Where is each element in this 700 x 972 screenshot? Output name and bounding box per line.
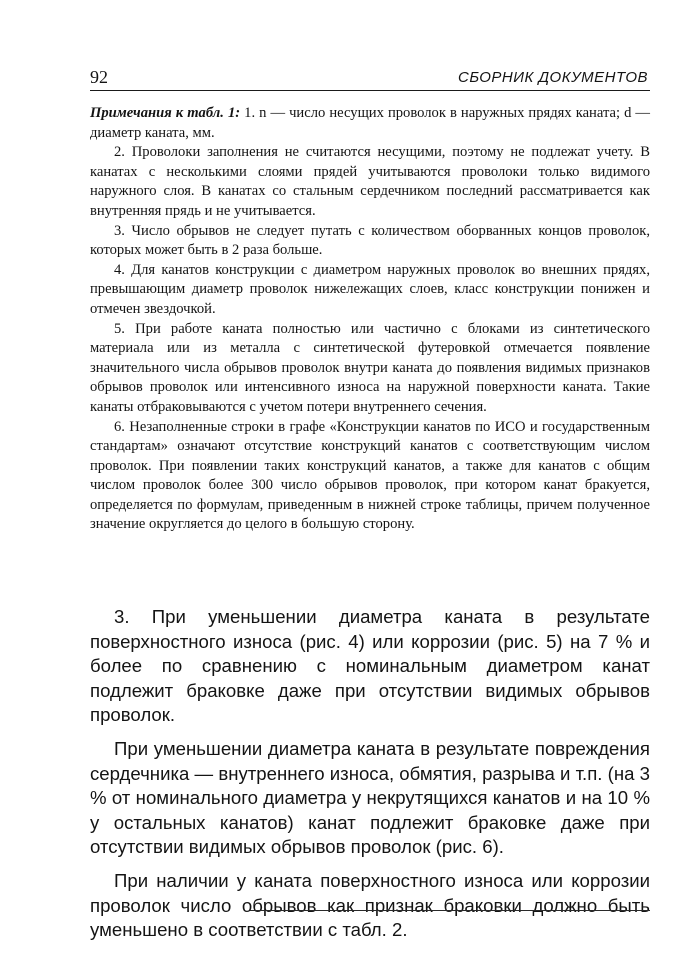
notes-label: Примечания к табл. 1: <box>90 105 241 121</box>
note-item: 6. Незаполненные строки в графе «Конструкции канатов по ИСО и государственным стандартам» означают отсутствие конструкций канатов с соответствующим числом проволок. При появлении таких конструкций канатов, а также для канатов с общим числом проволок более 300 число обрывов проволок, при котором канат бракуется, определяется по формулам, приведенным в нижней строке таблицы, причем полученное значение округляется до целого в большую сторону. <box>90 418 650 533</box>
page-header <box>90 66 650 91</box>
main-text <box>90 605 650 952</box>
note-item <box>90 104 650 143</box>
running-title: СБОРНИК ДОКУМЕНТОВ <box>457 69 648 86</box>
body-paragraph: При уменьшении диаметра каната в результате повреждения сердечника — внутреннего износа, обмятия, разрыва и т.п. (на 3 % от номинального диаметра у некрутящихся канатов и на 10 % у остальных канатов) канат подлежит браковке даже при отсутствии видимых обрывов проволок (рис. 6). <box>90 737 650 858</box>
footer-rule <box>250 910 650 911</box>
note-text: 1. n — число несущих проволок в наружных прядях каната; d — диаметр каната, мм. <box>90 105 650 141</box>
note-item: 2. Проволоки заполнения не считаются несущими, поэтому не подлежат учету. В канатах с несколькими слоями прядей учитываются проволоки только видимого наружного слоя. В канатах со стальным сердечником последний рассматривается как внутренняя прядь и не учитывается. <box>90 144 650 219</box>
note-item: 4. Для канатов конструкции с диаметром наружных проволок во внешних прядях, превышающим диаметр проволок нижележащих слоев, класс конструкции понижен и отмечен звездочкой. <box>90 261 650 317</box>
table-notes <box>90 104 650 535</box>
body-paragraph: 3. При уменьшении диаметра каната в результате поверхностного износа (рис. 4) или коррозии (рис. 5) на 7 % и более по сравнению с номинальным диаметром канат подлежит браковке даже при отсутствии видимых обрывов проволок. <box>90 606 650 726</box>
note-item: 3. Число обрывов не следует путать с количеством оборванных концов проволок, которых может быть в 2 раза больше. <box>90 222 650 259</box>
note-item: 5. При работе каната полностью или частично с блоками из синтетического материала или из металла с синтетической футеровкой отмечается появление значительного числа обрывов проволок внутри каната до появления видимых признаков обрывов проволок или интенсивного износа на наружной поверхности каната. Такие канаты отбраковываются с учетом потери внутреннего сечения. <box>90 320 650 415</box>
body-paragraph: При наличии у каната поверхностного износа или коррозии проволок число обрывов как признак браковки должно быть уменьшено в соответствии с табл. 2. <box>90 869 650 941</box>
page-number: 92 <box>90 67 108 87</box>
